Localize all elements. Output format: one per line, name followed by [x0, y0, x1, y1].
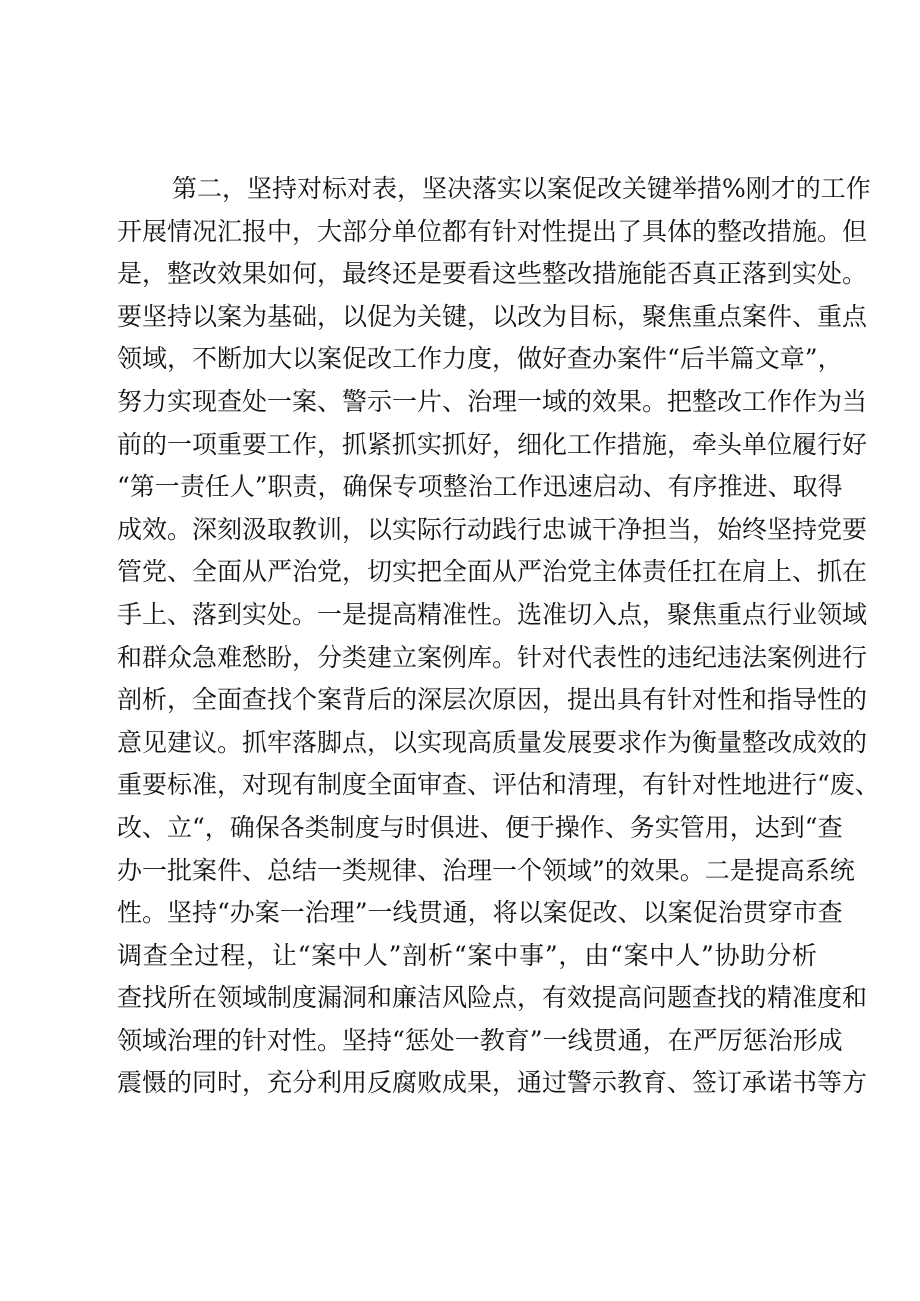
body-paragraph — [117, 168, 880, 1105]
paragraph-line-7: 前的一项重要工作，抓紧抓实抓好，细化工作措施，牵头单位履行好 — [117, 429, 868, 459]
paragraph-line-22: 震慑的同时，充分利用反腐败成果，通过警示教育、签订承诺书等方 — [117, 1068, 868, 1098]
paragraph-line-13: 剖析，全面查找个案背后的深层次原因，提出具有针对性和指导性的 — [117, 685, 868, 715]
paragraph-line-19: 调查全过程，让“案中人”剖析“案中事”，由“案中人”协助分析 — [117, 940, 817, 970]
paragraph-line-6: 努力实现查处一案、警示一片、治理一域的效果。把整改工作作为当 — [117, 386, 868, 416]
paragraph-line-10: 管党、全面从严治党，切实把全面从严治党主体责任扛在肩上、抓在 — [117, 557, 868, 587]
paragraph-line-14: 意见建议。抓牢落脚点，以实现高质量发展要求作为衡量整改成效的 — [117, 727, 868, 757]
paragraph-line-4: 要坚持以案为基础，以促为关键，以改为目标，聚焦重点案件、重点 — [117, 301, 868, 331]
paragraph-line-2: 开展情况汇报中，大部分单位都有针对性提出了具体的整改措施。但 — [117, 216, 868, 246]
paragraph-line-17: 办一批案件、总结一类规律、治理一个领域”的效果。二是提高系统 — [117, 855, 855, 885]
paragraph-line-16: 改、立“，确保各类制度与时俱进、便于操作、务实管用，达到“查 — [117, 812, 843, 842]
paragraph-line-21: 领域治理的针对性。坚持“惩处一教育”一线贯通，在严厉惩治形成 — [117, 1025, 843, 1055]
paragraph-line-20: 查找所在领域制度漏洞和廉洁风险点，有效提高问题查找的精准度和 — [117, 983, 868, 1013]
paragraph-line-11: 手上、落到实处。一是提高精准性。选准切入点，聚焦重点行业领域 — [117, 599, 868, 629]
paragraph-line-1: 第二，坚持对标对表，坚决落实以案促改关键举措%刚才的工作 — [172, 174, 871, 203]
paragraph-line-12: 和群众急难愁盼，分类建立案例库。针对代表性的违纪违法案例进行 — [117, 642, 868, 672]
paragraph-line-18: 性。坚持“办案一治理”一线贯通，将以案促改、以案促治贯穿市查 — [117, 898, 843, 928]
paragraph-line-3: 是，整改效果如何，最终还是要看这些整改措施能否真正落到实处。 — [117, 259, 868, 289]
paragraph-line-9: 成效。深刻汲取教训，以实际行动践行忠诚干净担当，始终坚持党要 — [117, 514, 868, 544]
paragraph-line-15: 重要标准，对现有制度全面审查、评估和清理，有针对性地进行“废、 — [117, 770, 880, 800]
paragraph-line-5: 领域，不断加大以案促改工作力度，做好查办案件“后半篇文章”， — [117, 344, 843, 374]
paragraph-line-8: “第一责任人”职责，确保专项整治工作迅速启动、有序推进、取得 — [117, 472, 843, 502]
